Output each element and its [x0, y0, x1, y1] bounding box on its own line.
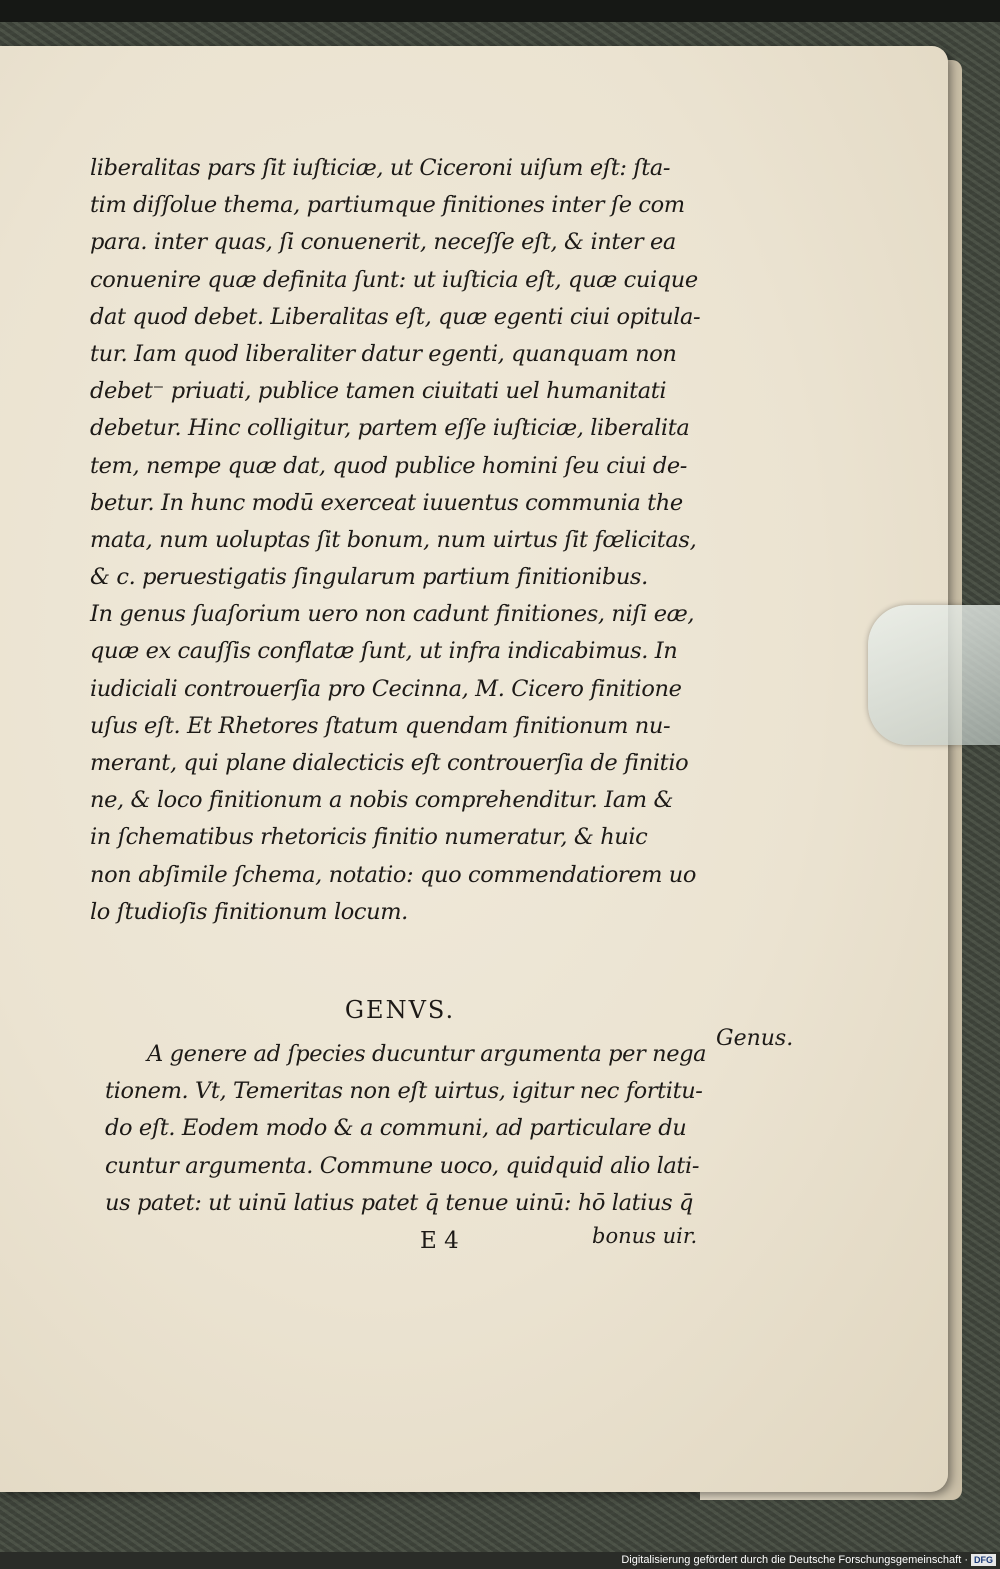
- text-line: uſus eſt. Et Rhetores ſtatum quendam finitionum nu-: [90, 712, 671, 739]
- body-text: [90, 150, 710, 931]
- text-line: debetur. Hinc colligitur, partem eſſe iuſticiæ, liberalita: [90, 415, 690, 442]
- text-line: do eſt. Eodem modo & a communi, ad particulare du: [105, 1115, 687, 1142]
- text-line: conuenire quæ definita ſunt: ut iuſticia eſt, quæ cuique: [90, 266, 698, 293]
- book-page: [0, 46, 948, 1492]
- text-line: in ſchematibus rhetoricis finitio numeratur, & huic: [90, 824, 648, 851]
- text-line: us patet: ut uinū latius patet q̄ tenue uinū: hō latius q̄: [105, 1189, 694, 1216]
- text-line: tur. Iam quod liberaliter datur egenti, quanquam non: [90, 340, 677, 367]
- text-line: tim diſſolue thema, partiumque finitiones inter ſe com: [90, 192, 685, 219]
- text-line: liberalitas pars ſit iuſticiæ, ut Ciceroni uiſum eſt: ſta-: [90, 155, 671, 181]
- text-line: tionem. Vt, Temeritas non eſt uirtus, igitur nec fortitu-: [105, 1078, 703, 1105]
- catchword: bonus uir.: [592, 1224, 698, 1248]
- dfg-logo: DFG: [971, 1554, 996, 1566]
- text-line: mata, num uoluptas ſit bonum, num uirtus ſit fœlicitas,: [90, 526, 697, 553]
- text-line: ne, & loco finitionum a nobis comprehenditur. Iam &: [90, 787, 674, 814]
- text-line: lo ſtudioſis finitionum locum.: [90, 898, 408, 925]
- text-line: merant, qui plane dialecticis eſt controuerſia de finitio: [90, 750, 689, 776]
- text-line: iudiciali controuerſia pro Cecinna, M. Cicero finitione: [90, 675, 682, 702]
- text-line: In genus ſuaſorium uero non cadunt finitiones, niſi eæ,: [90, 601, 695, 628]
- page-clip: [868, 605, 1000, 745]
- text-line: non abſimile ſchema, notatio: quo commendatiorem uo: [90, 861, 697, 888]
- text-line: & c. peruestigatis ſingularum partium finitionibus.: [90, 564, 648, 591]
- text-line: betur. In hunc modū exerceat iuuentus communia the: [90, 489, 683, 516]
- text-line: quæ ex cauſſis conflatæ ſunt, ut infra indicabimus. In: [90, 638, 678, 665]
- credit-text: Digitalisierung gefördert durch die Deutsche Forschungsgemeinschaft ·: [621, 1554, 968, 1566]
- text-line: debet⁻ priuati, publice tamen ciuitati uel humanitati: [90, 378, 667, 405]
- text-line: dat quod debet. Liberalitas eſt, quæ egenti ciui opitula-: [90, 303, 701, 330]
- scan-top-border: [0, 0, 1000, 22]
- signature-mark: E 4: [420, 1228, 459, 1254]
- text-line: A genere ad ſpecies ducuntur argumenta per nega: [147, 1041, 707, 1067]
- digitization-credit: [0, 1552, 1000, 1569]
- text-line: para. inter quas, ſi conuenerit, neceſſe eſt, & inter ea: [90, 229, 676, 256]
- text-line: cuntur argumenta. Commune uoco, quidquid alio lati-: [105, 1152, 700, 1179]
- text-line: tem, nempe quæ dat, quod publice homini ſeu ciui de-: [90, 452, 687, 479]
- margin-note: Genus.: [716, 1026, 794, 1051]
- section-heading: GENVS.: [344, 996, 456, 1024]
- genus-paragraph: [105, 1036, 725, 1222]
